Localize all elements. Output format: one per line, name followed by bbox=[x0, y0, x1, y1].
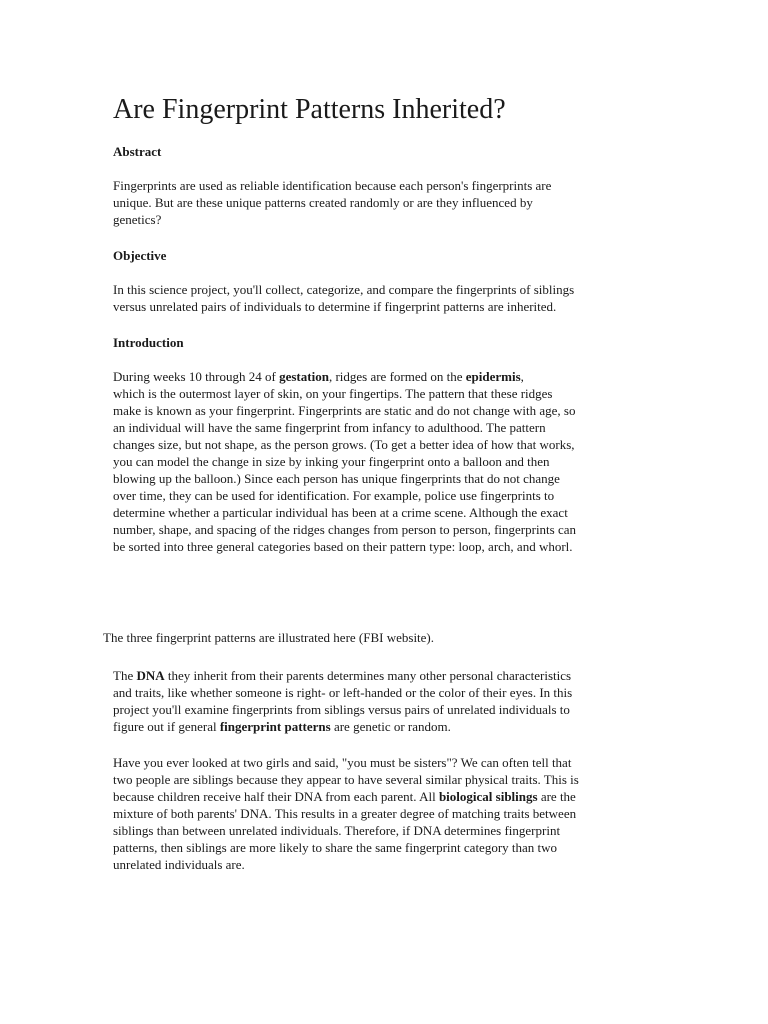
dna-line: and traits, like whether someone is right- or left-handed or the color of their eyes. In this bbox=[113, 685, 573, 700]
term-biological-siblings: biological siblings bbox=[438, 789, 538, 804]
introduction-line: over time, they can be used for identification. For example, police use fingerprints to bbox=[113, 488, 555, 503]
text-run: they inherit from their parents determines many other personal characteristics bbox=[164, 668, 572, 683]
dna-line bbox=[113, 667, 572, 684]
text-run: because children receive half their DNA from each parent. All bbox=[113, 789, 439, 804]
objective-line: versus unrelated pairs of individuals to determine if fingerprint patterns are inherited. bbox=[113, 299, 557, 314]
introduction-heading: Introduction bbox=[113, 335, 184, 350]
text-run: , ridges are formed on the bbox=[328, 369, 466, 384]
objective-heading: Objective bbox=[113, 248, 167, 263]
abstract-line: genetics? bbox=[113, 212, 162, 227]
introduction-line: which is the outermost layer of skin, on your fingertips. The pattern that these ridges bbox=[113, 386, 553, 401]
term-gestation: gestation bbox=[279, 369, 329, 384]
introduction-line: blowing up the balloon.) Since each person has unique fingerprints that do not change bbox=[113, 471, 560, 486]
text-run: , bbox=[520, 369, 524, 384]
term-epidermis: epidermis bbox=[465, 369, 521, 384]
introduction-line: be sorted into three general categories based on their pattern type: loop, arch, and whorl. bbox=[113, 539, 573, 554]
introduction-paragraph bbox=[113, 368, 576, 555]
introduction-line: number, shape, and spacing of the ridges changes from person to person, fingerprints can bbox=[113, 522, 577, 537]
introduction-line: changes size, but not shape, as the person grows. (To get a better idea of how that works, bbox=[113, 437, 575, 452]
siblings-paragraph bbox=[113, 754, 579, 873]
introduction-line: determine whether a particular individual has been at a crime scene. Although the exact bbox=[113, 505, 568, 520]
dna-line: project you'll examine fingerprints from siblings versus pairs of unrelated individuals to bbox=[113, 702, 570, 717]
abstract-heading: Abstract bbox=[113, 144, 162, 159]
siblings-line: unrelated individuals are. bbox=[113, 857, 245, 872]
text-run: are genetic or random. bbox=[330, 719, 451, 734]
abstract-line: Fingerprints are used as reliable identification because each person's fingerprints are bbox=[113, 178, 552, 193]
text-run: figure out if general bbox=[113, 719, 220, 734]
siblings-line: two people are siblings because they appear to have several similar physical traits. This is bbox=[113, 772, 579, 787]
text-run: The bbox=[113, 668, 137, 683]
siblings-line: siblings than between unrelated individuals. Therefore, if DNA determines fingerprint bbox=[113, 823, 561, 838]
dna-paragraph bbox=[113, 667, 572, 735]
term-dna: DNA bbox=[136, 668, 165, 683]
abstract-paragraph bbox=[113, 177, 551, 228]
objective-line: In this science project, you'll collect, categorize, and compare the fingerprints of siblings bbox=[113, 282, 575, 297]
text-run: are the bbox=[537, 789, 576, 804]
siblings-line: Have you ever looked at two girls and said, "you must be sisters"? We can often tell that bbox=[113, 755, 572, 770]
dna-line bbox=[113, 718, 572, 735]
introduction-line: an individual will have the same fingerprint from infancy to adulthood. The pattern bbox=[113, 420, 546, 435]
introduction-line: make is known as your fingerprint. Fingerprints are static and do not change with age, so bbox=[113, 403, 576, 418]
page-title: Are Fingerprint Patterns Inherited? bbox=[113, 94, 506, 125]
term-fingerprint-patterns: fingerprint patterns bbox=[219, 719, 331, 734]
figure-caption: The three fingerprint patterns are illustrated here (FBI website). bbox=[103, 630, 435, 645]
siblings-line: patterns, then siblings are more likely to share the same fingerprint category than two bbox=[113, 840, 558, 855]
abstract-line: unique. But are these unique patterns created randomly or are they influenced by bbox=[113, 195, 533, 210]
introduction-line: you can model the change in size by inking your fingerprint onto a balloon and then bbox=[113, 454, 550, 469]
introduction-line bbox=[113, 368, 576, 385]
objective-paragraph bbox=[113, 281, 574, 315]
siblings-line: mixture of both parents' DNA. This results in a greater degree of matching traits between bbox=[113, 806, 577, 821]
text-run: During weeks 10 through 24 of bbox=[113, 369, 280, 384]
siblings-line bbox=[113, 788, 579, 805]
